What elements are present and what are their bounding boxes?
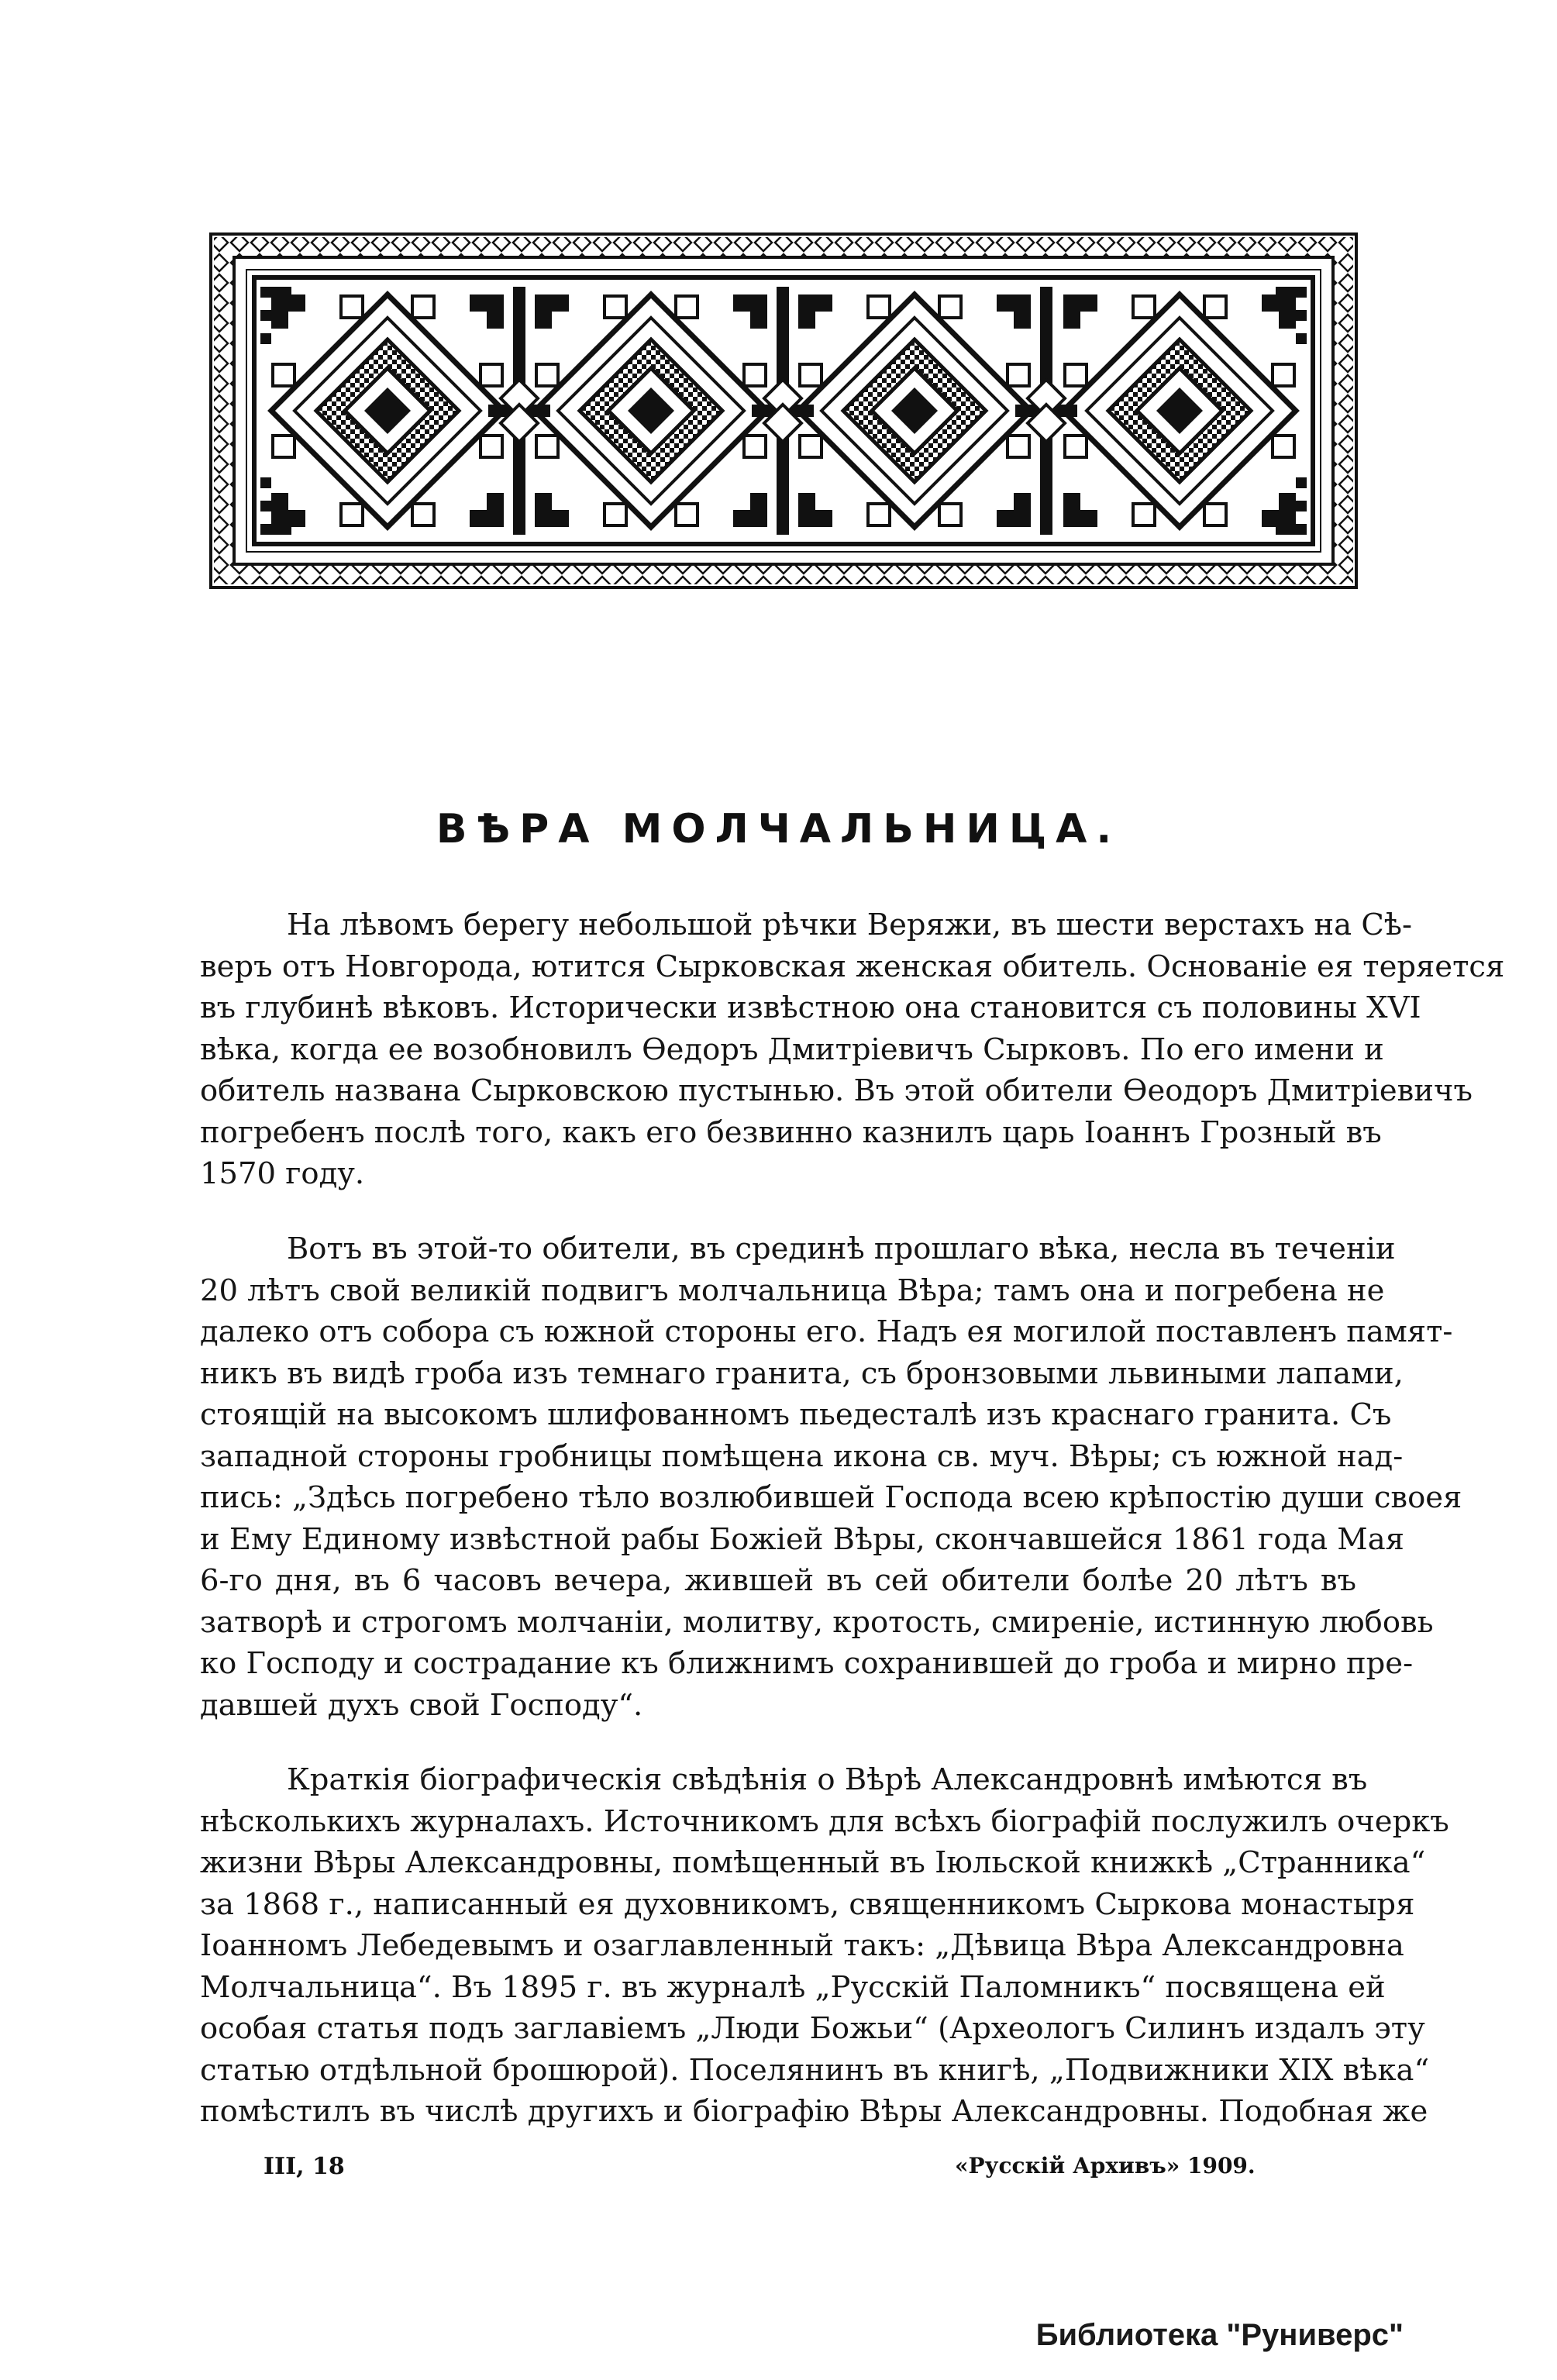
- text-line: нѣсколькихъ журналахъ. Источникомъ для всѣхъ біографій послужилъ очеркъ: [200, 1803, 1449, 1839]
- article-title: ВѢРА МОЛЧАЛЬНИЦА.: [436, 806, 1121, 852]
- text-line: никъ въ видѣ гроба изъ темнаго гранита, съ бронзовыми львиными лапами,: [200, 1355, 1404, 1391]
- text-line: статью отдѣльной брошюрой). Поселянинъ въ книгѣ, „Подвижники XIX вѣка“: [200, 2052, 1430, 2088]
- text-line: Іоанномъ Лебедевымъ и озаглавленный такъ: „Дѣвица Вѣра Александровна: [200, 1928, 1404, 1963]
- text-line: пись: „Здѣсь погребено тѣло возлюбившей Господа всею крѣпостію души своея: [200, 1480, 1462, 1515]
- ornamental-headpiece: [209, 232, 1358, 589]
- text-line: и Ему Единому извѣстной рабы Божіей Вѣры, скончавшейся 1861 года Мая: [200, 1521, 1404, 1557]
- paragraph-3: [200, 1759, 1449, 2133]
- text-line: Вотъ въ этой-то обители, въ срединѣ прошлаго вѣка, несла въ теченіи: [287, 1231, 1396, 1266]
- text-line: стоящій на высокомъ шлифованномъ пьедесталѣ изъ краснаго гранита. Съ: [200, 1397, 1392, 1432]
- text-line: западной стороны гробницы помѣщена икона св. муч. Вѣры; съ южной над-: [200, 1438, 1404, 1474]
- text-line: далеко отъ собора съ южной стороны его. Надъ ея могилой поставленъ памят-: [200, 1314, 1453, 1349]
- text-line: На лѣвомъ берегу небольшой рѣчки Веряжи, въ шести верстахъ на Сѣ-: [287, 908, 1413, 942]
- text-line: за 1868 г., написанный ея духовникомъ, священникомъ Сыркова монастыря: [200, 1886, 1415, 1922]
- text-line: жизни Вѣры Александровны, помѣщенный въ Іюльской книжкѣ „Странника“: [200, 1845, 1426, 1880]
- text-line: давшей духъ свой Господу“.: [200, 1687, 643, 1723]
- text-line: 1570 году.: [200, 1156, 365, 1191]
- text-line: особая статья подъ заглавіемъ „Люди Божьи“ (Археологъ Силинъ издалъ эту: [200, 2011, 1425, 2046]
- text-line: погребенъ послѣ того, какъ его безвинно казнилъ царь Іоаннъ Грозный въ: [200, 1114, 1382, 1150]
- paragraph-1: [200, 904, 1505, 1195]
- text-line: Краткія біографическія свѣдѣнія о Вѣрѣ Александровнѣ имѣются въ: [287, 1762, 1368, 1797]
- text-line: 20 лѣтъ свой великій подвигъ молчальница Вѣра; тамъ она и погребена не: [200, 1273, 1385, 1308]
- text-line: веръ отъ Новгорода, ютится Сырковская женская обитель. Основаніе ея теряется: [200, 949, 1505, 984]
- text-line: ко Господу и сострадание къ ближнимъ сохранившей до гроба и мирно пре-: [200, 1646, 1414, 1681]
- running-footer: «Русскій Архивъ» 1909.: [955, 2153, 1256, 2179]
- library-watermark: Библиотека "Руниверс": [1035, 2318, 1404, 2352]
- text-line: помѣстилъ въ числѣ другихъ и біографію Вѣры Александровны. Подобная же: [200, 2094, 1428, 2129]
- paragraph-2: [200, 1228, 1462, 1726]
- text-line: вѣка, когда ее возобновилъ Ѳедоръ Дмитріевичъ Сырковъ. По его имени и: [200, 1032, 1384, 1067]
- text-line: 6-го дня, въ 6 часовъ вечера, жившей въ сей обители болѣе 20 лѣтъ въ: [200, 1563, 1356, 1598]
- text-line: обитель названа Сырковскою пустынью. Въ этой обители Ѳеодоръ Дмитріевичъ: [200, 1073, 1473, 1108]
- text-line: Молчальница“. Въ 1895 г. въ журналѣ „Русскій Паломникъ“ посвящена ей: [200, 1969, 1386, 2005]
- text-line: въ глубинѣ вѣковъ. Исторически извѣстною она становится съ половины XVI: [200, 990, 1421, 1025]
- signature-mark: III, 18: [264, 2153, 345, 2180]
- text-line: затворѣ и строгомъ молчаніи, молитву, кротость, смиреніе, истинную любовь: [200, 1604, 1434, 1640]
